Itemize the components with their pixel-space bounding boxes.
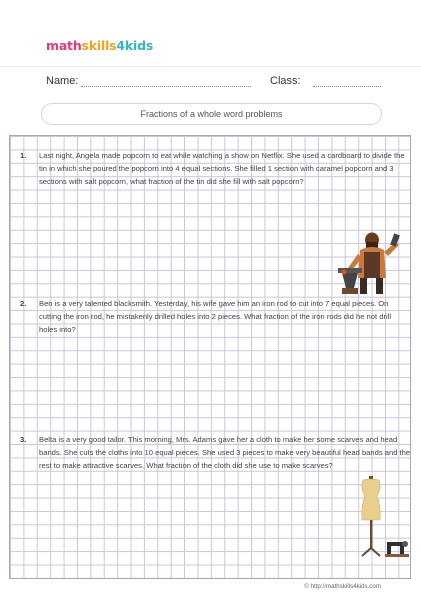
question-number: 2. bbox=[20, 299, 27, 308]
blacksmith-icon bbox=[336, 228, 406, 298]
sewing-machine-icon bbox=[384, 532, 410, 558]
student-info-row bbox=[0, 72, 421, 92]
footer-credit: © http://mathskills4kids.com bbox=[304, 583, 381, 590]
logo-part-skills: skills bbox=[81, 38, 117, 53]
logo-part-4kids: 4kids bbox=[116, 38, 154, 53]
brand-logo bbox=[46, 38, 153, 53]
logo-part-math: math bbox=[46, 38, 82, 53]
header-divider bbox=[0, 66, 421, 67]
question-number: 1. bbox=[20, 151, 27, 160]
name-label: Name: bbox=[46, 75, 79, 87]
grid-paper bbox=[9, 135, 411, 579]
question-number: 3. bbox=[20, 435, 27, 444]
class-label: Class: bbox=[270, 75, 301, 87]
worksheet-title: Fractions of a whole word problems bbox=[41, 103, 382, 125]
question-text: Last night, Angela made popcorn to eat while watching a show on Netflix. She used a cardboard to divide the tin in which she poured the popcorn into 4 equal sections. She filled 1 section with caramel popcorn and 3 sections with salt popcorn, what fraction of the tin did she fill with salt popcorn? bbox=[39, 151, 405, 186]
question-text: Belta is a very good tailor. This morning, Mrs. Adams gave her a cloth to make her some scarves and head bands. She cuts the cloths into 10 equal pieces. She used 3 pieces to make very beautiful head bands and the rest to make attractive scarves. What fraction of the cloth did she use to make scarves? bbox=[39, 435, 411, 470]
mannequin-icon bbox=[356, 476, 386, 558]
question-text: Ben is a very talented blacksmith. Yesterday, his wife gave him an iron rod to cut into 7 equal pieces. On cutting the iron rod, he mistakenly drilled holes into 2 pieces. What fraction of the iron rods did he not drill holes into? bbox=[39, 299, 392, 334]
class-field[interactable] bbox=[313, 86, 381, 87]
name-field[interactable] bbox=[81, 86, 251, 87]
